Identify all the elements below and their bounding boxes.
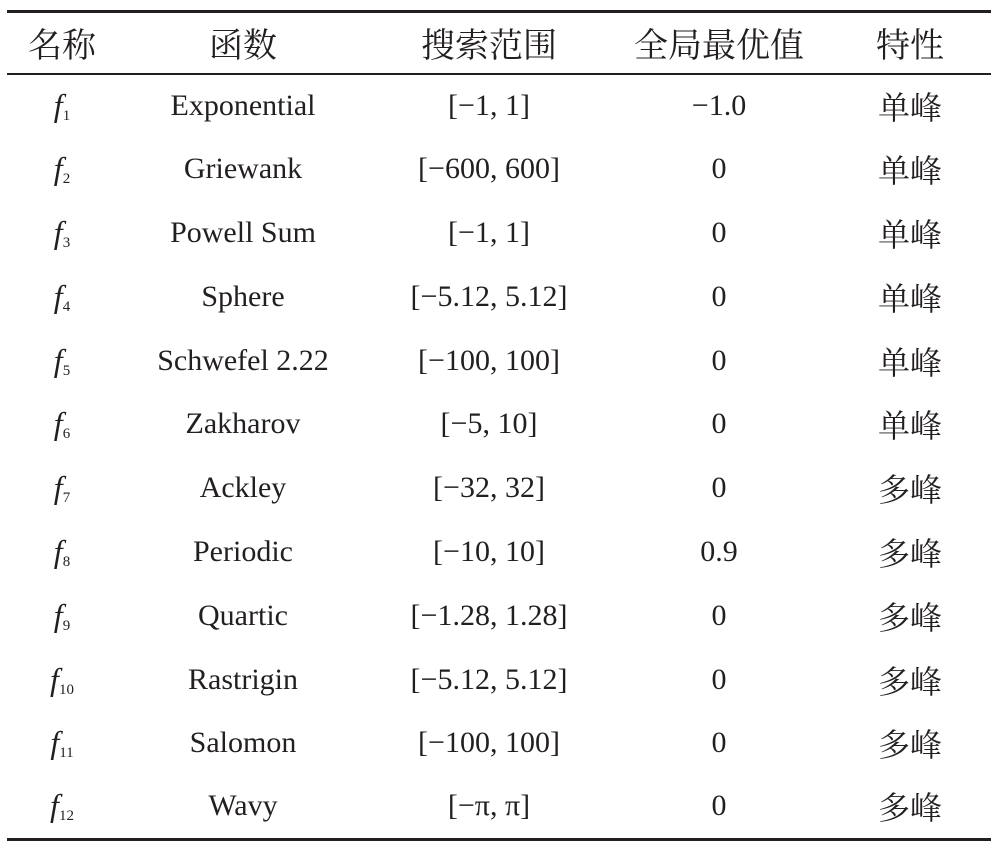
- global-optimum-cell: 0: [711, 152, 727, 186]
- search-range-cell: [−5, 10]: [440, 407, 538, 441]
- function-symbol-cell: [7, 711, 117, 775]
- function-symbol-subscript: 6: [62, 426, 71, 443]
- table-row: [7, 775, 991, 839]
- function-symbol-subscript: 10: [58, 681, 74, 698]
- table-row: [7, 648, 991, 712]
- header-name: 名称: [7, 12, 117, 74]
- feature-cell: 单峰: [877, 215, 942, 254]
- function-symbol-subscript: 1: [62, 107, 71, 124]
- search-range-cell: [−5.12, 5.12]: [410, 662, 568, 696]
- function-symbol: [54, 87, 70, 123]
- function-symbol-subscript: 12: [58, 808, 74, 825]
- feature-cell: 单峰: [877, 152, 942, 191]
- feature-cell: 单峰: [877, 343, 942, 382]
- function-symbol-base: f: [53, 86, 63, 123]
- function-name-cell: Zakharov: [185, 407, 301, 441]
- function-symbol: [54, 533, 70, 569]
- search-range-cell: [−32, 32]: [433, 471, 545, 505]
- function-symbol-cell: [7, 137, 117, 201]
- function-symbol-base: f: [53, 405, 63, 442]
- search-range-cell: [−100, 100]: [418, 343, 560, 377]
- feature-cell: 单峰: [877, 88, 942, 127]
- search-range-cell: [−1, 1]: [448, 88, 530, 122]
- function-symbol-base: f: [50, 660, 59, 697]
- feature-cell: 多峰: [877, 534, 942, 573]
- function-symbol-cell: [7, 584, 117, 648]
- global-optimum-cell: 0: [711, 662, 727, 696]
- function-symbol-base: f: [53, 532, 63, 569]
- feature-cell: 多峰: [877, 726, 942, 765]
- function-name-cell: Sphere: [201, 279, 285, 313]
- function-symbol-cell: [7, 74, 117, 138]
- table-row: [7, 392, 991, 456]
- function-symbol: [54, 405, 70, 441]
- function-name-cell: Exponential: [170, 88, 316, 122]
- global-optimum-cell: 0: [711, 279, 727, 313]
- table-row: [7, 584, 991, 648]
- feature-cell: 单峰: [877, 279, 942, 318]
- function-name-cell: Wavy: [117, 775, 369, 839]
- table-row: [7, 137, 991, 201]
- function-symbol-subscript: 9: [62, 617, 71, 634]
- table-row: [7, 329, 991, 393]
- function-symbol-cell: [7, 775, 117, 839]
- global-optimum-cell: 0: [711, 598, 727, 632]
- table-row: [7, 74, 991, 138]
- function-name-cell: Powell Sum: [170, 215, 316, 249]
- global-optimum-cell: 0: [711, 726, 727, 760]
- search-range-cell: [−600, 600]: [418, 152, 560, 186]
- function-symbol: [50, 661, 74, 697]
- table-row: [7, 265, 991, 329]
- header-search-range: 搜索范围: [369, 12, 609, 74]
- header-feature: 特性: [829, 12, 991, 74]
- global-optimum-cell: −1.0: [691, 88, 747, 122]
- function-symbol-subscript: 11: [59, 745, 74, 762]
- feature-cell: 多峰: [829, 775, 991, 839]
- function-symbol-base: f: [50, 787, 59, 824]
- global-optimum-cell: 0: [609, 775, 829, 839]
- feature-cell: 多峰: [877, 662, 942, 701]
- function-symbol-base: f: [53, 277, 63, 314]
- function-symbol-subscript: 2: [62, 171, 71, 188]
- global-optimum-cell: 0: [711, 407, 727, 441]
- function-symbol-subscript: 4: [62, 298, 71, 315]
- search-range-cell: [−5.12, 5.12]: [410, 279, 568, 313]
- function-symbol-base: f: [50, 724, 60, 761]
- search-range-cell: [−100, 100]: [418, 726, 560, 760]
- function-symbol: [50, 724, 73, 760]
- function-name-cell: Rastrigin: [188, 662, 298, 696]
- global-optimum-cell: 0: [711, 215, 727, 249]
- header-global-optimum: 全局最优值: [609, 12, 829, 74]
- function-symbol-base: f: [53, 150, 63, 187]
- function-symbol: [54, 342, 70, 378]
- benchmark-function-table: [7, 10, 991, 841]
- table-row: [7, 520, 991, 584]
- table-body: [7, 74, 991, 840]
- function-symbol-base: f: [53, 469, 63, 506]
- function-name-cell: Salomon: [189, 726, 297, 760]
- function-symbol-base: f: [53, 213, 63, 250]
- function-symbol: [54, 214, 70, 250]
- function-name-cell: Schwefel 2.22: [157, 343, 329, 377]
- global-optimum-cell: 0: [711, 471, 727, 505]
- function-symbol: [50, 787, 74, 823]
- function-symbol-cell: [7, 520, 117, 584]
- table-row: [7, 711, 991, 775]
- function-symbol: [54, 597, 70, 633]
- feature-cell: 多峰: [877, 598, 942, 637]
- search-range-cell: [−π, π]: [369, 775, 609, 839]
- search-range-cell: [−10, 10]: [433, 534, 545, 568]
- function-symbol-base: f: [53, 341, 63, 378]
- table-row: [7, 201, 991, 265]
- function-symbol-cell: [7, 456, 117, 520]
- function-symbol-cell: [7, 265, 117, 329]
- function-symbol: [54, 150, 70, 186]
- feature-cell: 多峰: [877, 471, 942, 510]
- function-name-cell: Quartic: [198, 598, 288, 632]
- function-name-cell: Periodic: [193, 534, 293, 568]
- function-symbol: [54, 278, 70, 314]
- table-row: [7, 456, 991, 520]
- function-symbol-cell: [7, 329, 117, 393]
- function-name-cell: Ackley: [199, 471, 287, 505]
- search-range-cell: [−1, 1]: [448, 215, 530, 249]
- benchmark-function-table-container: [7, 10, 991, 841]
- function-symbol-cell: [7, 201, 117, 265]
- search-range-cell: [−1.28, 1.28]: [410, 598, 568, 632]
- function-symbol: [54, 469, 70, 505]
- function-symbol-base: f: [53, 596, 63, 633]
- table-header: [7, 12, 991, 74]
- function-symbol-subscript: 5: [62, 362, 71, 379]
- function-symbol-subscript: 7: [62, 490, 71, 507]
- function-symbol-cell: [7, 392, 117, 456]
- function-name-cell: Griewank: [183, 152, 303, 186]
- function-symbol-subscript: 8: [62, 553, 71, 570]
- function-symbol-cell: [7, 648, 117, 712]
- feature-cell: 单峰: [877, 407, 942, 446]
- header-function: 函数: [117, 12, 369, 74]
- header-row: [7, 12, 991, 74]
- global-optimum-cell: 0.9: [700, 534, 738, 568]
- global-optimum-cell: 0: [711, 343, 727, 377]
- function-symbol-subscript: 3: [62, 234, 71, 251]
